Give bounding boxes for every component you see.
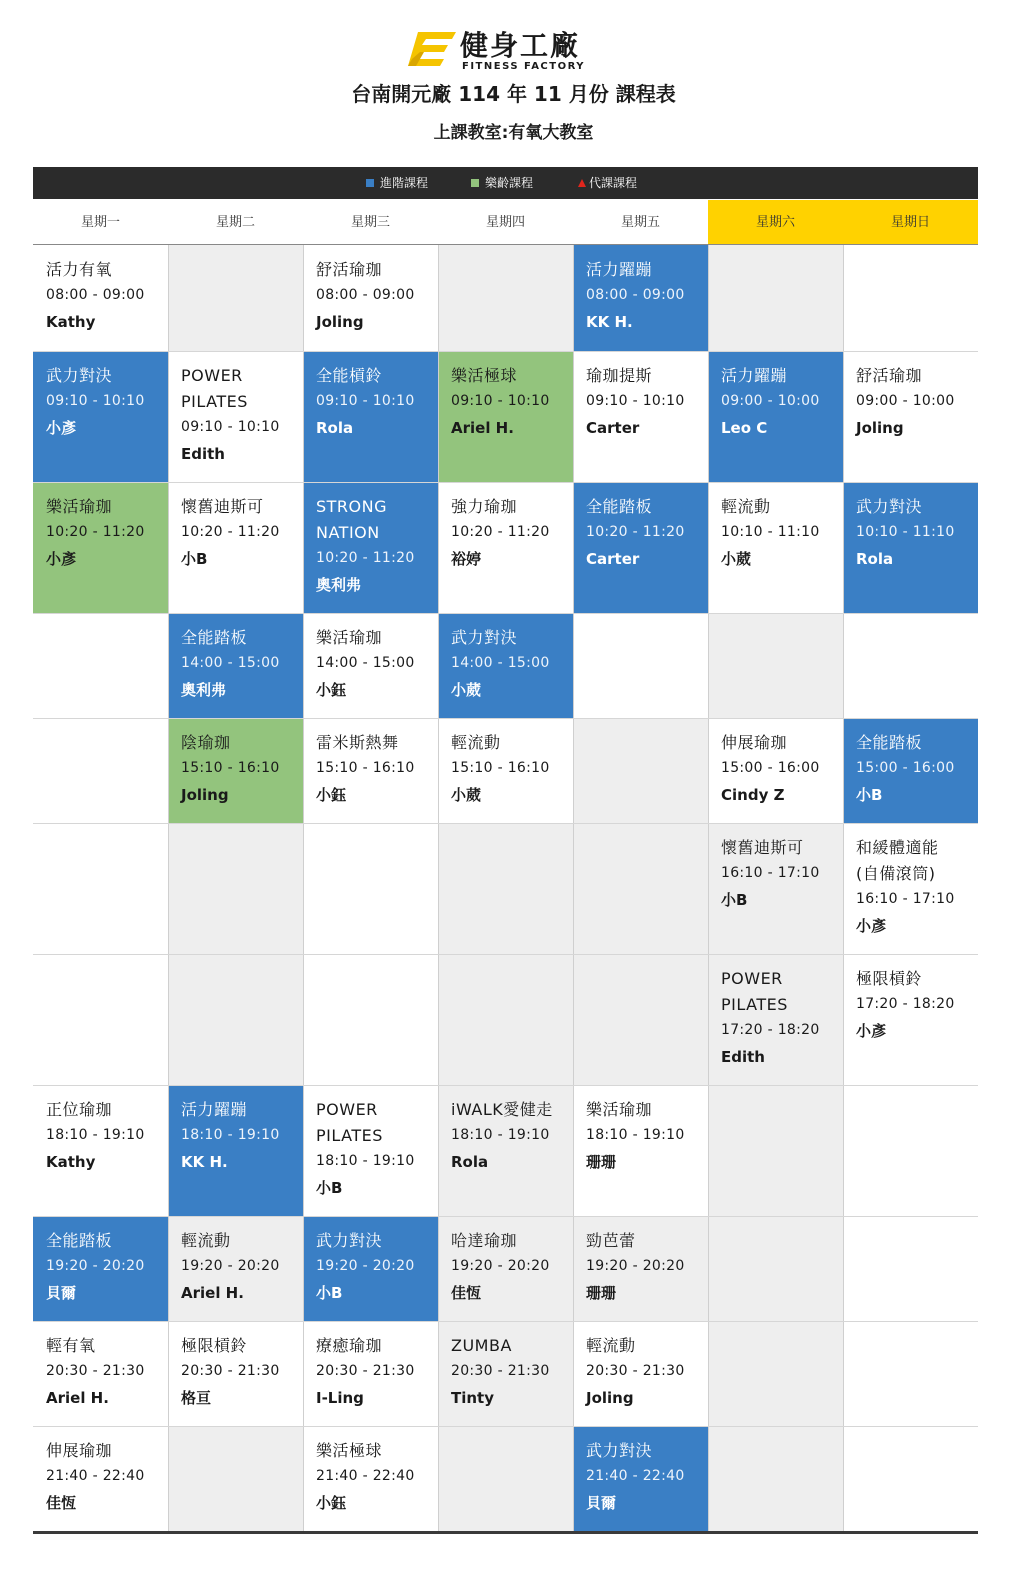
class-cell [438, 1321, 573, 1426]
class-name: 雷米斯熱舞 [316, 733, 399, 752]
class-teacher: 小彥 [46, 550, 77, 568]
class-time: 20:30 - 21:30 [181, 1363, 280, 1379]
class-cell [843, 482, 978, 613]
class-cell [168, 718, 303, 823]
class-time: 09:00 - 10:00 [721, 393, 820, 409]
class-time: 08:00 - 09:00 [316, 287, 415, 303]
class-time: 20:30 - 21:30 [316, 1363, 415, 1379]
class-teacher: 小鈺 [316, 786, 347, 804]
class-time: 18:10 - 19:10 [451, 1127, 550, 1143]
empty-cell [843, 1321, 978, 1426]
class-time: 10:20 - 11:20 [316, 550, 415, 566]
page-header [0, 0, 1027, 165]
row-divider [33, 823, 978, 824]
class-cell [573, 482, 708, 613]
class-time: 14:00 - 15:00 [181, 655, 280, 671]
class-time: 15:00 - 16:00 [856, 760, 955, 776]
class-name: iWALK愛健走 [451, 1100, 553, 1119]
class-teacher: 小B [721, 891, 748, 909]
class-name: 全能踏板 [46, 1231, 113, 1250]
class-name: 活力躍蹦 [586, 260, 653, 279]
class-name: 武力對決 [451, 628, 518, 647]
column-divider [573, 245, 574, 1531]
empty-cell [438, 954, 573, 1085]
class-time: 10:20 - 11:20 [586, 524, 685, 540]
class-time: 19:20 - 20:20 [181, 1258, 280, 1274]
row-divider [33, 1085, 978, 1086]
day-header-7: 星期日 [843, 200, 978, 245]
class-time: 09:00 - 10:00 [856, 393, 955, 409]
empty-cell [438, 1426, 573, 1531]
class-time: 16:10 - 17:10 [721, 865, 820, 881]
day-header-5: 星期五 [573, 200, 708, 245]
empty-cell [33, 954, 168, 1085]
class-name: 活力躍蹦 [181, 1100, 248, 1119]
class-name: 活力躍蹦 [721, 366, 788, 385]
class-cell [303, 1216, 438, 1321]
class-cell [303, 482, 438, 613]
class-cell [843, 823, 978, 954]
class-time: 15:10 - 16:10 [181, 760, 280, 776]
class-name: 懷舊迪斯可 [181, 497, 264, 516]
class-cell [303, 351, 438, 482]
class-teacher: Joling [316, 313, 364, 331]
class-teacher: 小彥 [856, 917, 887, 935]
class-time: 20:30 - 21:30 [451, 1363, 550, 1379]
empty-cell [573, 613, 708, 718]
class-name: 樂活瑜珈 [586, 1100, 653, 1119]
class-cell [708, 482, 843, 613]
class-cell [438, 718, 573, 823]
empty-cell [843, 1085, 978, 1216]
empty-cell [708, 1321, 843, 1426]
class-time: 21:40 - 22:40 [46, 1468, 145, 1484]
empty-cell [303, 954, 438, 1085]
class-teacher: I-Ling [316, 1389, 364, 1407]
column-divider [303, 245, 304, 1531]
class-teacher: 貝爾 [46, 1284, 77, 1302]
class-time: 09:10 - 10:10 [586, 393, 685, 409]
row-divider [33, 954, 978, 955]
class-name: 極限槓鈴 [856, 969, 923, 988]
class-cell [438, 351, 573, 482]
class-time: 20:30 - 21:30 [46, 1363, 145, 1379]
class-teacher: 奧利弗 [316, 576, 362, 594]
empty-cell [168, 1426, 303, 1531]
legend-advanced-label: 進階課程 [380, 176, 429, 190]
class-teacher: 格亘 [181, 1389, 212, 1407]
class-name: 樂活極球 [451, 366, 518, 385]
green-square-icon [471, 179, 479, 187]
class-cell [303, 718, 438, 823]
class-time: 19:20 - 20:20 [451, 1258, 550, 1274]
class-name: 輕流動 [181, 1231, 231, 1250]
class-name: 全能踏板 [586, 497, 653, 516]
class-teacher: 小B [181, 550, 208, 568]
class-cell [438, 1216, 573, 1321]
page-subtitle: 上課教室:有氧大教室 [433, 123, 594, 143]
empty-cell [438, 245, 573, 351]
class-cell [573, 1216, 708, 1321]
class-teacher: Ariel H. [181, 1284, 244, 1302]
class-cell [303, 1321, 438, 1426]
class-time: 09:10 - 10:10 [181, 419, 280, 435]
class-cell [843, 954, 978, 1085]
class-time: 20:30 - 21:30 [586, 1363, 685, 1379]
empty-cell [708, 1085, 843, 1216]
class-teacher: Edith [181, 445, 225, 463]
class-time: 15:00 - 16:00 [721, 760, 820, 776]
empty-cell [168, 245, 303, 351]
class-teacher: 小彥 [46, 419, 77, 437]
class-time: 08:00 - 09:00 [46, 287, 145, 303]
class-time: 14:00 - 15:00 [316, 655, 415, 671]
empty-cell [708, 1216, 843, 1321]
row-divider [33, 1216, 978, 1217]
class-name: 懷舊迪斯可 [721, 838, 804, 857]
class-time: 14:00 - 15:00 [451, 655, 550, 671]
class-cell [168, 1216, 303, 1321]
class-teacher: 小彥 [856, 1022, 887, 1040]
class-name: POWER PILATES [721, 969, 788, 1014]
class-cell [33, 1216, 168, 1321]
legend-advanced [366, 167, 428, 199]
empty-cell [33, 823, 168, 954]
class-teacher: 佳恆 [46, 1494, 77, 1512]
legend-substitute [578, 167, 637, 199]
class-name: 武力對決 [46, 366, 113, 385]
class-cell [33, 351, 168, 482]
class-name: 舒活瑜珈 [316, 260, 383, 279]
class-name: 全能踏板 [181, 628, 248, 647]
empty-cell [843, 1216, 978, 1321]
red-triangle-icon [578, 179, 586, 187]
empty-cell [708, 1426, 843, 1531]
class-cell [573, 1426, 708, 1531]
empty-cell [708, 245, 843, 351]
day-header-2: 星期二 [168, 200, 303, 245]
class-name: 哈達瑜珈 [451, 1231, 518, 1250]
column-divider [438, 245, 439, 1531]
class-time: 19:20 - 20:20 [46, 1258, 145, 1274]
class-time: 16:10 - 17:10 [856, 891, 955, 907]
day-header-6: 星期六 [708, 200, 843, 245]
empty-cell [843, 245, 978, 351]
legend-substitute-label: 代課課程 [589, 176, 638, 190]
class-teacher: Tinty [451, 1389, 495, 1407]
empty-cell [33, 613, 168, 718]
class-name: 正位瑜珈 [46, 1100, 113, 1119]
row-divider [33, 613, 978, 614]
brand-logo [408, 30, 608, 70]
class-name: 陰瑜珈 [181, 733, 231, 752]
class-cell [303, 1085, 438, 1216]
empty-cell [573, 954, 708, 1085]
class-teacher: 珊珊 [586, 1284, 617, 1302]
class-teacher: Ariel H. [451, 419, 514, 437]
class-cell [708, 351, 843, 482]
class-time: 15:10 - 16:10 [451, 760, 550, 776]
row-divider [33, 1321, 978, 1322]
class-name: 勁芭蕾 [586, 1231, 636, 1250]
class-teacher: 小鈺 [316, 1494, 347, 1512]
class-cell [168, 1321, 303, 1426]
class-time: 10:20 - 11:20 [451, 524, 550, 540]
brand-name-zh: 健身工廠 [460, 29, 581, 62]
class-cell [843, 351, 978, 482]
class-time: 09:10 - 10:10 [46, 393, 145, 409]
class-name: 輕流動 [721, 497, 771, 516]
class-name: 療癒瑜珈 [316, 1336, 383, 1355]
column-divider [708, 245, 709, 1531]
class-name: 樂活極球 [316, 1441, 383, 1460]
class-time: 18:10 - 19:10 [316, 1153, 415, 1169]
class-time: 15:10 - 16:10 [316, 760, 415, 776]
class-cell [303, 245, 438, 351]
class-teacher: 奧利弗 [181, 681, 227, 699]
class-cell [573, 1085, 708, 1216]
class-teacher: 小B [316, 1284, 343, 1302]
day-header-1: 星期一 [33, 200, 168, 245]
class-teacher: 小葳 [451, 681, 482, 699]
class-cell [573, 1321, 708, 1426]
class-cell [573, 245, 708, 351]
class-teacher: Kathy [46, 1153, 96, 1171]
legend-senior-label: 樂齡課程 [485, 176, 534, 190]
row-divider [33, 482, 978, 483]
class-cell [168, 351, 303, 482]
column-divider [843, 245, 844, 1531]
empty-cell [303, 823, 438, 954]
class-name: 全能槓鈴 [316, 366, 383, 385]
fitness-factory-logo-icon [408, 32, 456, 66]
class-teacher: Rola [316, 419, 354, 437]
row-divider [33, 351, 978, 352]
class-name: 活力有氧 [46, 260, 113, 279]
class-time: 10:10 - 11:10 [856, 524, 955, 540]
class-teacher: 小B [856, 786, 883, 804]
class-cell [33, 482, 168, 613]
empty-cell [168, 954, 303, 1085]
legend-bar [33, 167, 978, 199]
class-name: 武力對決 [316, 1231, 383, 1250]
class-teacher: Ariel H. [46, 1389, 109, 1407]
class-cell [708, 823, 843, 954]
class-teacher: Rola [856, 550, 894, 568]
class-teacher: KK H. [586, 313, 633, 331]
class-cell [33, 1321, 168, 1426]
class-name: POWER PILATES [316, 1100, 383, 1145]
class-name: 全能踏板 [856, 733, 923, 752]
table-bottom-border [33, 1531, 978, 1534]
class-cell [303, 1426, 438, 1531]
class-time: 10:20 - 11:20 [181, 524, 280, 540]
class-time: 17:20 - 18:20 [721, 1022, 820, 1038]
row-divider [33, 718, 978, 719]
empty-cell [573, 823, 708, 954]
row-divider [33, 1426, 978, 1427]
class-teacher: Joling [181, 786, 229, 804]
class-cell [843, 718, 978, 823]
page-title: 台南開元廠 114 年 11 月份 課程表 [351, 82, 676, 106]
class-time: 18:10 - 19:10 [46, 1127, 145, 1143]
class-name: 伸展瑜珈 [46, 1441, 113, 1460]
class-time: 19:20 - 20:20 [586, 1258, 685, 1274]
class-cell [33, 1085, 168, 1216]
class-teacher: 裕婷 [451, 550, 482, 568]
class-cell [168, 1085, 303, 1216]
legend-senior [471, 167, 533, 199]
day-header-3: 星期三 [303, 200, 438, 245]
class-time: 10:20 - 11:20 [46, 524, 145, 540]
column-divider [168, 245, 169, 1531]
class-name: 輕流動 [451, 733, 501, 752]
class-time: 08:00 - 09:00 [586, 287, 685, 303]
class-teacher: Cindy Z [721, 786, 785, 804]
empty-cell [708, 613, 843, 718]
class-teacher: Rola [451, 1153, 489, 1171]
class-teacher: Edith [721, 1048, 765, 1066]
class-cell [708, 954, 843, 1085]
class-name: 武力對決 [856, 497, 923, 516]
blue-square-icon [366, 179, 374, 187]
empty-cell [843, 613, 978, 718]
class-name: 輕有氧 [46, 1336, 96, 1355]
class-cell [438, 1085, 573, 1216]
class-cell [168, 482, 303, 613]
class-cell [573, 351, 708, 482]
class-name: 強力瑜珈 [451, 497, 518, 516]
class-teacher: KK H. [181, 1153, 228, 1171]
empty-cell [843, 1426, 978, 1531]
empty-cell [168, 823, 303, 954]
class-teacher: 珊珊 [586, 1153, 617, 1171]
empty-cell [438, 823, 573, 954]
class-cell [33, 245, 168, 351]
brand-name-en: FITNESS FACTORY [462, 61, 585, 72]
class-name: 伸展瑜珈 [721, 733, 788, 752]
class-cell [438, 613, 573, 718]
class-teacher: Joling [856, 419, 904, 437]
class-time: 18:10 - 19:10 [586, 1127, 685, 1143]
class-name: 樂活瑜珈 [46, 497, 113, 516]
class-teacher: Joling [586, 1389, 634, 1407]
class-teacher: 貝爾 [586, 1494, 617, 1512]
class-teacher: 佳恆 [451, 1284, 482, 1302]
class-teacher: Leo C [721, 419, 768, 437]
class-teacher: Carter [586, 419, 640, 437]
class-time: 19:20 - 20:20 [316, 1258, 415, 1274]
class-time: 17:20 - 18:20 [856, 996, 955, 1012]
class-teacher: 小葳 [721, 550, 752, 568]
class-cell [33, 1426, 168, 1531]
class-time: 21:40 - 22:40 [316, 1468, 415, 1484]
class-teacher: 小鈺 [316, 681, 347, 699]
class-name: 武力對決 [586, 1441, 653, 1460]
class-teacher: Carter [586, 550, 640, 568]
empty-cell [33, 718, 168, 823]
class-cell [303, 613, 438, 718]
class-name: 樂活瑜珈 [316, 628, 383, 647]
class-teacher: 小B [316, 1179, 343, 1197]
class-name: 極限槓鈴 [181, 1336, 248, 1355]
class-teacher: Kathy [46, 313, 96, 331]
class-name: 舒活瑜珈 [856, 366, 923, 385]
class-time: 18:10 - 19:10 [181, 1127, 280, 1143]
class-time: 21:40 - 22:40 [586, 1468, 685, 1484]
class-time: 09:10 - 10:10 [451, 393, 550, 409]
class-name: ZUMBA [451, 1336, 512, 1355]
class-cell [168, 613, 303, 718]
class-cell [438, 482, 573, 613]
class-time: 09:10 - 10:10 [316, 393, 415, 409]
day-header-4: 星期四 [438, 200, 573, 245]
class-name: 瑜珈提斯 [586, 366, 653, 385]
class-cell [708, 718, 843, 823]
class-time: 10:10 - 11:10 [721, 524, 820, 540]
class-name: STRONG NATION [316, 497, 388, 542]
class-name: 輕流動 [586, 1336, 636, 1355]
class-teacher: 小葳 [451, 786, 482, 804]
class-name: POWER PILATES [181, 366, 248, 411]
class-name: 和緩體適能 (自備滾筒) [856, 838, 939, 883]
empty-cell [573, 718, 708, 823]
